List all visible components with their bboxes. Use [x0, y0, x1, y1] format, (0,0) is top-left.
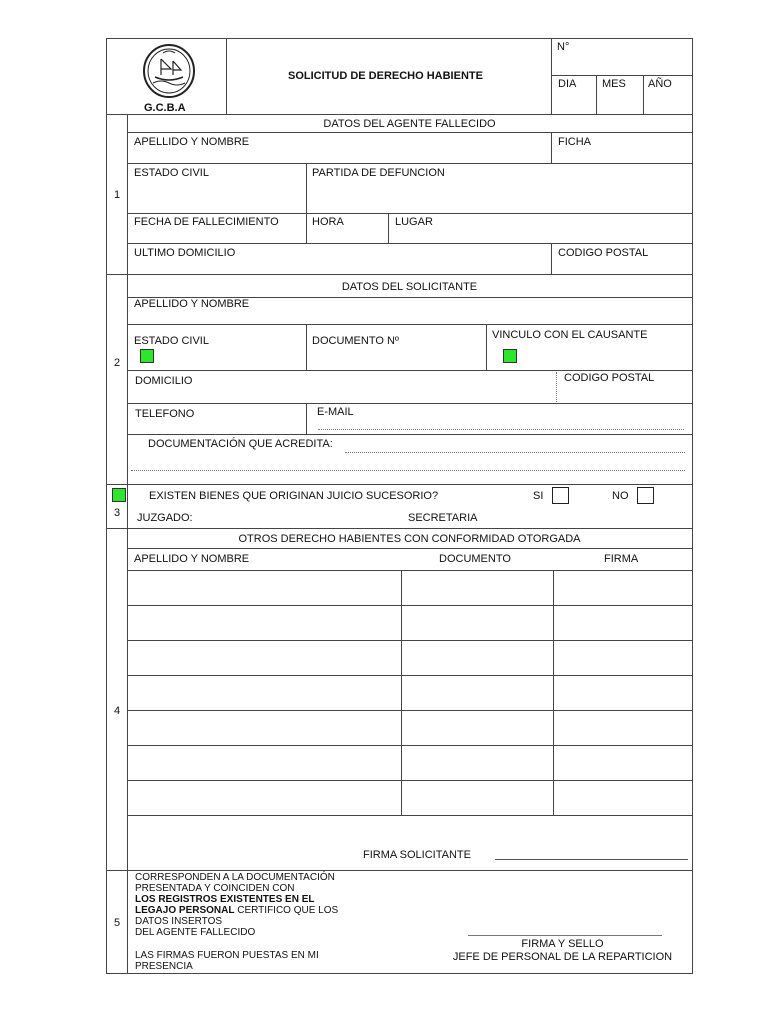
s5-text-line-8: PRESENCIA: [135, 961, 193, 972]
gcba-seal-logo: [141, 43, 197, 99]
s1-partida-label: PARTIDA DE DEFUNCION: [312, 167, 445, 179]
s1-domicilio-label: ULTIMO DOMICILIO: [134, 247, 236, 259]
s1-ficha-field[interactable]: [552, 148, 691, 162]
s4-col-documento-header: DOCUMENTO: [439, 553, 511, 565]
firma-sello-label: FIRMA Y SELLO: [521, 938, 604, 950]
table-row[interactable]: [128, 746, 692, 780]
section-number-5: 5: [114, 917, 121, 929]
s3-pregunta-label: EXISTEN BIENES QUE ORIGINAN JUICIO SUCESORIO?: [149, 490, 439, 502]
s2-email-field[interactable]: [318, 429, 684, 430]
firma-solicitante-line[interactable]: [495, 859, 688, 860]
s1-fecha-label: FECHA DE FALLECIMIENTO: [134, 216, 279, 228]
table-row[interactable]: [128, 711, 692, 745]
s4-col-nombre-header: APELLIDO Y NOMBRE: [134, 553, 250, 565]
s2-domicilio-label: DOMICILIO: [135, 375, 193, 387]
firma-solicitante-label: FIRMA SOLICITANTE: [363, 849, 471, 861]
s5-text-line-1: CORRESPONDEN A LA DOCUMENTACIÓN: [135, 872, 335, 883]
s1-lugar-label: LUGAR: [395, 216, 433, 228]
table-row[interactable]: [128, 606, 692, 640]
section-number-4: 4: [114, 705, 121, 717]
numero-label: N°: [557, 41, 570, 53]
page-title: SOLICITUD DE DERECHO HABIENTE: [288, 70, 483, 82]
jefe-personal-label: JEFE DE PERSONAL DE LA REPARTICION: [452, 951, 673, 963]
s5-certifico: CERTIFICO QUE LOS: [234, 905, 339, 916]
s3-no-label: NO: [612, 490, 629, 502]
s5-legajo-personal: LEGAJO PERSONAL: [135, 905, 235, 916]
s5-text-line-6: DEL AGENTE FALLECIDO: [135, 927, 256, 938]
s1-hora-label: HORA: [312, 216, 344, 228]
s1-estado-civil-label: ESTADO CIVIL: [134, 167, 209, 179]
section-number-3: 3: [114, 507, 121, 519]
org-label: G.C.B.A: [144, 102, 186, 114]
s1-apellido-nombre-label: APELLIDO Y NOMBRE: [134, 136, 250, 148]
s3-secretaria-label: SECRETARIA: [408, 512, 478, 524]
anio-label: AÑO: [648, 78, 672, 90]
s2-email-label: E-MAIL: [317, 406, 354, 418]
s2-apellido-nombre-label: APELLIDO Y NOMBRE: [134, 298, 250, 310]
s5-text-line-3: LOS REGISTROS EXISTENTES EN EL: [135, 894, 315, 905]
s5-text-line-7: LAS FIRMAS FUERON PUESTAS EN MI: [135, 950, 319, 961]
s2-vinculo-checkbox[interactable]: [503, 349, 517, 363]
firma-sello-line[interactable]: [468, 935, 662, 936]
section-2-title: DATOS DEL SOLICITANTE: [341, 281, 478, 293]
s5-text-line-5: DATOS INSERTOS: [135, 916, 223, 927]
section-1-title: DATOS DEL AGENTE FALLECIDO: [323, 118, 496, 130]
table-row[interactable]: [128, 781, 692, 815]
s1-cp-label: CODIGO POSTAL: [558, 247, 649, 259]
s2-vinculo-label: VINCULO CON EL CAUSANTE: [492, 329, 648, 341]
section-4-title: OTROS DERECHO HABIENTES CON CONFORMIDAD OTORGADA: [238, 533, 581, 545]
s5-text-line-2: PRESENTADA Y COINCIDEN CON: [135, 883, 295, 894]
s3-si-checkbox[interactable]: [552, 487, 569, 504]
s1-ficha-label: FICHA: [558, 136, 591, 148]
s2-documento-label: DOCUMENTO Nº: [312, 335, 399, 347]
s2-cp-label: CODIGO POSTAL: [564, 372, 655, 384]
mes-label: MES: [602, 78, 626, 90]
section-number-2: 2: [114, 357, 121, 369]
section-number-1: 1: [114, 189, 121, 201]
s2-doc-acredita-label: DOCUMENTACIÓN QUE ACREDITA:: [148, 438, 333, 450]
s4-col-firma-header: FIRMA: [604, 553, 639, 565]
table-row[interactable]: [128, 641, 692, 675]
s2-telefono-label: TELEFONO: [135, 408, 195, 420]
section-3-marker[interactable]: [112, 488, 126, 502]
s3-juzgado-label: JUZGADO:: [137, 512, 193, 524]
table-row[interactable]: [128, 676, 692, 710]
s1-apellido-nombre-field[interactable]: [128, 148, 550, 162]
s5-text-line-4: [135, 905, 338, 916]
dia-label: DIA: [558, 78, 577, 90]
s2-doc-acredita-field-2[interactable]: [131, 470, 685, 471]
table-row[interactable]: [128, 571, 692, 605]
s3-si-label: SI: [533, 490, 544, 502]
s2-estado-civil-checkbox[interactable]: [140, 349, 154, 363]
s3-no-checkbox[interactable]: [637, 487, 654, 504]
s2-doc-acredita-field[interactable]: [345, 452, 685, 453]
s2-estado-civil-label: ESTADO CIVIL: [134, 335, 209, 347]
